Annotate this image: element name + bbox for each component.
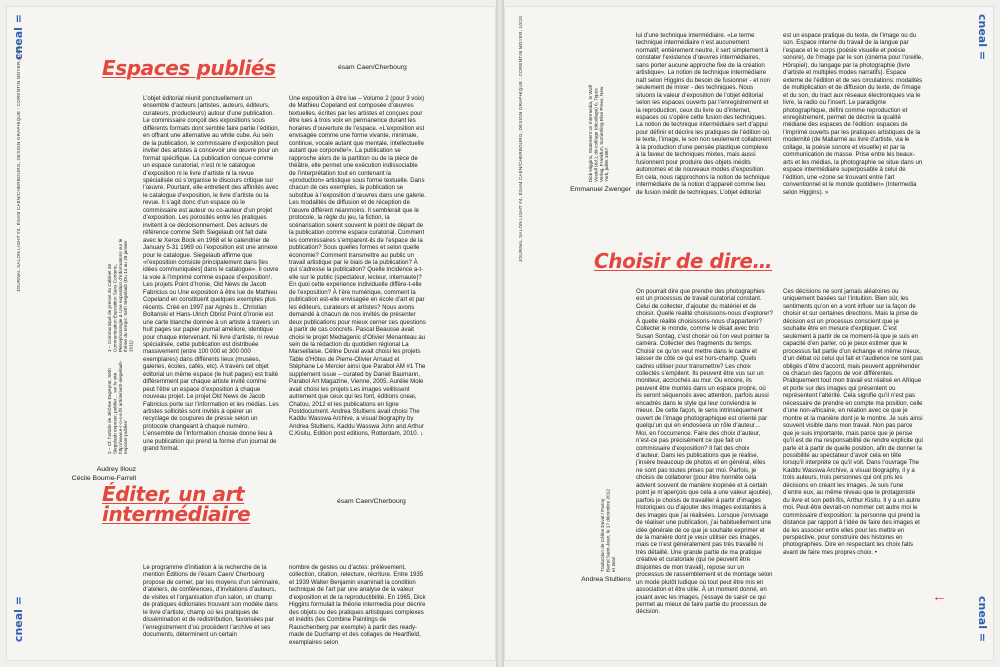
article-column-1: L’objet éditorial réunit ponctuellement un ensemble d’acteurs (artistes, auteurs, éditeurs, curateurs, producteurs) autour d’une publication. Le commissaire conçoit des expositions sous différents formats dont semble faire partie l’édition, en offrant une alternative au white cube. Au sein de la publication, le commissaire d’exposition peut inviter des artistes à concevoir une œuvre pour un format spécifique. La publication conçue comme un espace curatorial, n’est ni le catalogue d’exposition ni le livre d’artiste ni la revue spécialisée où s’organise le discours critique sur l’œuvre. Pourtant, elle entretient des affinités avec le catalogue d’exposition, le livre d’artiste ou la revue. Il s’agit donc d’un espace où le commissaire est auteur ou co-auteur d’un projet d’exposition. Les porosités entre les pratiques invitent à ce décloisonnement. Des acteurs de référence comme Seth Siegelaub ont fait date avec le Xerox Book en 1968 et le calendrier de January 5-31 1969 où l’exposition est une annexe pour le catalogue. Siegelaub affirme que «l’exposition consiste principalement dans [les idées communiquées] dans le catalogue». Il ouvre la voie à l’imprimé comme espace d’exposition¹. Les projets Point d’Ironie, Old News de Jacob Fabricius ou Une exposition à être lue de Mathieu Copeland en constituent quelques exemples plus récents. Créé en 1997 par Agnès b., Christian Boltanski et Hans-Ulrich Obrist Point d’Ironie est une carte blanche donnée à un artiste à travers un huit pages sur papier journal améliore, identique pour chaque intervenant. Ni livre d’artiste, ni revue spécialisée, cette publication est distribuée massivement (entre 100 000 et 300 000 exemplaires) dans différents lieux (musées, galeries, écoles, cafés, etc). A travers cet objet éditorial un même espace (le huit pages) est traité différemment par chaque artiste invité comme peut l’être un espace d’exposition à chaque nouveau projet. Le projet Old News de Jacob Fabricius porte sur l’information et les médias. Les artistes sollicités sont invités à opérer un recyclage de coupures de presse selon un protocole changeant à chaque numéro. L’ensemble de l’information choisie donne lieu à une publication qui prend la forme d’un journal de grand format.: [143, 95, 280, 453]
article-column-1: On pourrait dire que prendre des photographies est un processus de travail curatorial constant. Celui de collecter, d’ajouter du matériel et de choisir. Quelle réalité choisissons-nous d’explorer? À quelle réalité choisissons-nous d’appartenir? Collecter le monde, comme le disait avec brio Susan Sontag, c’est choisir où l’on veut pointer la caméra. Collecter des fragments du temps. Choisir ce qu’on veut mettre dans le cadre et laisser de côté ce qui est hors-champ. Quels cadres utiliser pour transmettre? Les choix collectés s’empilent. Ils peuvent être vus sur un moniteur, accrochés au mur. Ou encore, ils peuvent être montés dans un espace propre, où ils seront séquencés avec attention, parfois aussi encadrés dans le style qui leur conviendra le mieux. De cette façon, le sens intrinsèquement ouvert de l’image photographique est orienté par quelqu’un qui en endossera un rôle d’auteur… Moi, en l’occurrence. Faire des choix d’auteur, n’est-ce pas précisément ce que fait un commissaire d’exposition? Il fait des choix d’auteur. Dans les publications que je réalise, j’insère beaucoup de photos et en général, elles ne sont pas toutes prises par moi. Parfois, je choisis de collaborer (pour être honnête cela advient souvent de manière inopinée et à certain point je m’aperçois que cela a une valeur ajoutée), parfois je choisis de travailler à partir d’images historiques ou d’ajouter des images existantes à des images que j’ai réalisées. Lorsque j’envisage de réaliser une publication, j’ai habituellement une idée générale de ce que je souhaite exprimer et de la manière dont je veux utiliser ces images, mais ce n’est généralement pas très travaillé ni très détaillé. Une grande partie de ma pratique créative et curatoriale (qui ne peuvent être disjointes de mon travail), repose sur un processus de rassemblement et de montage selon un mode plutôt ludique où tout peut être mis en association et être utile. À un moment donné, en jouant avec les images, j’essaye de saisir ce qui permet au mieux de faire partie du processus de décision.: [636, 288, 773, 616]
footnote-caption-1: 1 – Communiqué de presse du Cabinet de Communication Exposition Sans Contenu, Piècephotologie & Une exposition d’informations sur le thème du temps: Seth Siegelaub (Du 14 au 29 janvier 2011): [107, 238, 134, 352]
page-gutter: [496, 0, 504, 667]
author-name: Emmanuel Zwenger: [570, 186, 631, 193]
article-title-editer: Éditer, un art intermédiaire: [102, 482, 251, 527]
article-title-choisir-de-dire: Choisir de dire…: [594, 249, 773, 273]
article-title-espaces-publies: Espaces publiés: [102, 56, 276, 80]
right-page: [504, 6, 994, 661]
cneal-logo-top: cneal =: [12, 14, 25, 61]
author-name: Audrey Illouz: [96, 466, 136, 473]
article-column-1: Le programme d’initiation à la recherche de la mention Éditions de l’ésam Caen/ Cherbourg propose de cerner, par les moyens d’un séminaire, d’ateliers, de conférences, d’invitations d’auteurs, de visites et l’organisation d’un salon, un champ de pratiques éditoriales trouvant son modèle dans le livre d’artiste, champ où les pratiques de dissémination et de redistribution, favorisées par l’enregistrement d’où procèdent l’archive et ses documents, déterminent un certain: [143, 564, 280, 639]
cneal-logo-top: cneal =: [976, 14, 989, 61]
translation-caption: Traduction de Céline Duval / Fanny Barrel Saint-Jean, le 17 décembre 2012 et Jean: [600, 489, 616, 572]
cneal-logo-bottom: cneal =: [12, 596, 25, 643]
continued-column-1: lui d’une technique intermédiaire. «Le terme technique intermédiaire n’est aucunement normatif; entièrement neutre, il sert simplement à constater l’existence d’œuvres intermédiaires, sans porter aucune approche fixe de la création artistique». La notion de technique intermédiaire naît selon Higgins du besoin de fusionner - et non seulement de mixer - des techniques. Nous situons la valeur d’exposition de l’objet éditorial selon les espaces ouverts par l’enregistrement et la reproduction, ceux du livre ou d’internet, espaces où s’opère cette fusion des techniques. La notion de technique intermédiaire sert d’appui pour définir et décrire les pratiques de l’édition où le texte, l’image, le son non seulement collaborent à la production d’une pensée plastique complexe à la faveur de techniques mixtes, mais aussi fusionnent pour produire des objets inédits autonomes et de nouveaux modes d’exposition. En cela, nous rapprochons la notion de technique intermédiaire de la notion d’appareil comme lieu de fusion inédit de techniques. L’objet éditorial: [636, 32, 772, 196]
continued-column-2: est un espace pratique du texte, de l’image ou du son. Espace interne du travail de la langue par l’espace et le corps (poésie visuelle et poésie sonore), de l’image par le son (cinéma pour l’oreille, Hörspiel), du langage par la photographie (livre d’artiste et multiples modes narratifs). Espace externe de l’édition et de ses circulations: modalités de multiplication et de diffusion du texte, de l’image et du son, du tract aux réseaux électroniques via le livre, la radio ou l’insert. Le paradigme photographique, défini comme reproduction et enregistrement, permet de décrire la qualité médiane des espaces de l’édition: espaces de l’imprimé ouverts par les pratiques artistiques de la modernité (de Mallarmé au livre d’artiste, via le collage, la poésie sonore et visuelle) et par la communication de masse. Prise entre les beaux-arts et les médias, la photographie se situe dans un espace intermédiaire superposable à celui de l’édition, une «zone se trouvant entre l’art conventionnel et le monde quotidien» (Intermedia selon Higgins). »: [783, 32, 923, 196]
sidebar-credit: JOURNAL SALON LIGHT #4, ÉSAM CAEN/CHERBOURG, DESIGN GRAPHIQUE : CORENTIN MOYER, 10/20: [518, 16, 523, 262]
article-column-2: Ces décisions ne sont jamais aléatoires ou uniquement basées sur l’intuition. Bien sûr, les sentiments qu’on en a vont influer sur la façon de choisir et sur certaines directions. Mais la prise de décision est un processus conscient que je souhaite être en mesure d’expliquer. C’est seulement à partir de ce moment-là que je suis en capacité d’en parler, où je peux estimer que le processus fait partie d’un échange et même mieux, d’un débat où celui qui fait et l’audience ne sont pas obligés d’être d’accord, mais peuvent appréhender ce chacun des façons de voir différentes. Pratiquement tout mon travail est réalisé en Afrique et porte sur des images qui présentent ou représentent l’altérité. Cela signifie qu’il n’est pas nécessaire de prendre en compte ma position, celle d’une non-africaine, en relation avec ce que je montre et la manière dont je le montre. Je suis ainsi souvent visible dans mon travail. Non pas parce que je suis importante, mais parce que je pense qu’il est de ma responsabilité de rendre explicite qui parle et à partir de quelle position, afin de donner la possibilité au spectateur d’avoir cela en tête lorsqu’il interprète ce qu’il voit. Dans l’ouvrage The Kaddu Wasswa Archive, a visual biography, il y a trois auteurs, trois personnes qui ont pris les décisions en créant les images. Je suis l’une d’entre eux, au même niveau que le protagoniste du livre et son petit-fils, Arthur Kisitu. Il y a un autre moi. Peut-être devrait-on nommer cet autre moi le commissaire d’exposition: la personne qui prend la distance par rapport à l’idée de faire des images et de les associer entre elles pour les mettre en perspective, pour construire des histoires en photographies. Dire en respectant les choix faits avant de faire mes propres choix. •: [783, 288, 923, 556]
article-column-2: nombre de gestes ou d’actes: prélèvement, collection, citation, relecture, récriture. Entre 1935 et 1939 Walter Benjamin examinait la condition technique de l’art par une analyse de la valeur d’exposition et de la reproductibilité. En 1965, Dick Higgins formulait la théorie intermedia pour décrire des objets ou des pratiques artistiques complexes et inédits (les Combine Paintings de Rauschenberg par exemple) à partir des ready-made de Duchamp et des collages de Heartfield, exemplaires selon: [289, 564, 426, 646]
author-name: Cécile Bourne-Farrell: [71, 475, 136, 482]
article-byline: ésam Caen/Cherbourg: [338, 64, 407, 71]
next-page-arrow-icon[interactable]: ←: [932, 588, 947, 605]
author-name: Andrea Stultiens: [581, 576, 631, 583]
footnote-caption-2: 2 – Cf. l’article de Jérôme Dupeyrat, Seth Siegelaub exposer, publier… sur le site http://www.e-r-o-s-e.fr/ article/seth-siegelaub-exposer-publier/: [107, 360, 129, 454]
left-page: [6, 6, 496, 661]
cneal-logo-bottom: cneal =: [976, 596, 989, 643]
reference-caption: Dick Higgins, Statement on Intermedia, in Wolf Vostell (éd.), dé-coll/age (décollage) 6, Typos Verlag, Frankfurt, Something Else Press, New York, juillet 1967.: [588, 85, 610, 182]
article-byline: ésam Caen/Cherbourg: [337, 498, 406, 505]
article-column-2: Une exposition à être lue – Volume 2 (pour 3 voix) de Mathieu Copeland est composée d’œuvres textuelles, écrites par les artistes et conçues pour être lues à trois voix en permanence durant les horaires d’ouverture de l’espace. «L’exposition est envisagée comme une forme vivante, minimale, continue, vocale autant que mentale, intellectuelle autant que corporelle²». La publication se rapproche alors de la partition ou de la pièce de théâtre, elle permet une exécution indissociable de l’interprétation tout en contenant la «production» artistique sous forme textuelle. Dans chacun de ces exemples, la publication se substitue à l’exposition d’œuvres dans une galerie. Les modalités de diffusion et de réception de l’œuvre diffèrent néanmoins. Il semblerait que le protocole, la règle du jeu, la fiction, la scénarisation soient souvent le point de départ de la publication comme espace curatorial. Comment les commissaires s’emparent-ils de l’espace de la publication? Sous quelles formes et selon quelle économie? Comment transmettre au public un travail artistique par le biais de la publication? À qui s’adresse la publication? Quelle incidence a-t-elle sur le public (spectateur, lecteur, internaute)? En quoi cette expérience individuelle diffère-t-elle de l’exposition? À t’ère numérique, comment la publication est-elle envisagée en école d’art et par les éditeurs, curateurs et artistes? Nous avons demandé à chacun de nos invités de présenter deux publications pour mieux cerner ces questions à partir de cas concrets. Pascal Beausse avait choisi le projet Mediagenic d’Olivier Menanteau au sein de la rédaction du quotidien régional La Marseillaise. Céline Duval avait choisi les projets Table d’Hôtes de Pierre-Olivier Arnaud et Stéphane Le Mercier ainsi que Parabol AM #1 The supplement issue – curated by Daniel Baumann, Parabol Art Magazine, Vienne, 2005. Aurélie Mole avait choisi les projets Les images veillissent autrement que ceux qui les font, éditions cneai, Chatou, 2012 et les publications en ligne Postdocument. Andrea Stultiens avait choisi The Kaddu Wasswa Archive, a visual biography by Andrea Stultiens, Kaddu Wasswa John and Arthur C.Kisitu, Edition post editions, Rotterdam, 2010. ↓: [289, 95, 426, 438]
sidebar-credit: JOURNAL SALON LIGHT #4, ÉSAM CAEN/CHERBOURG, DESIGN GRAPHIQUE : CORENTIN MOYER, 10/20: [16, 46, 21, 292]
